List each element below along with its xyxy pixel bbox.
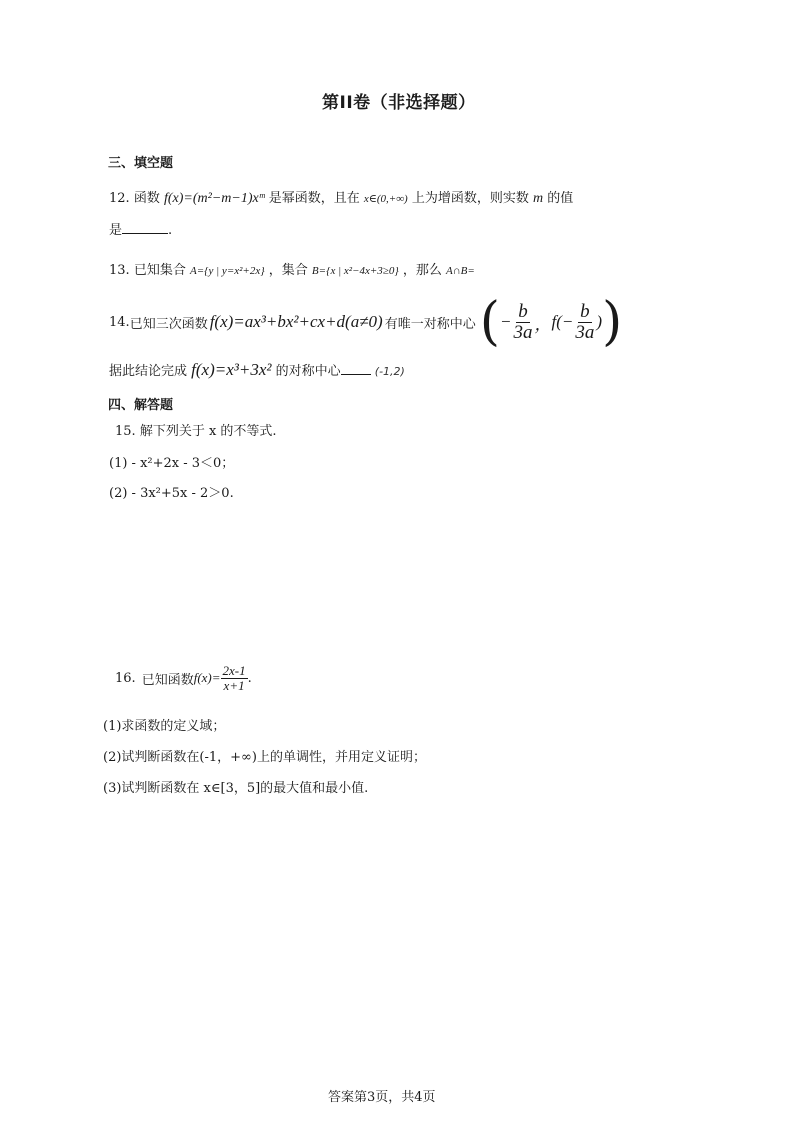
variable: m xyxy=(533,191,544,206)
period: . xyxy=(247,670,252,686)
question-number: 16. xyxy=(115,670,136,686)
section-heading-solve: 四、解答题 xyxy=(108,398,174,413)
fraction-b-over-3a xyxy=(512,302,535,343)
question-text: 据此结论完成 xyxy=(109,364,188,379)
section-heading-fill-in: 三、填空题 xyxy=(108,156,174,171)
page-title: 第II卷（非选择题） xyxy=(322,93,476,113)
question-text: 是 xyxy=(109,223,123,238)
fraction-denominator: x+1 xyxy=(223,677,245,693)
question-15 xyxy=(115,420,277,439)
minus-sign: − xyxy=(500,312,512,331)
question-text: 已知三次函数 xyxy=(129,316,208,332)
question-text: ，集合 xyxy=(268,263,308,278)
close-paren: ) xyxy=(596,312,603,331)
set-b: B={x | x²−4x+3≥0} xyxy=(311,265,399,277)
function-name: f(x)= xyxy=(193,670,221,686)
question-text: 已知函数 xyxy=(141,672,194,688)
formula: f(x)=(m²−m−1)xᵐ xyxy=(163,191,265,206)
fraction-denominator: 3a xyxy=(575,321,595,343)
set-a: A={y | y=x²+2x} xyxy=(189,265,265,277)
page-footer: 答案第3页，共4页 xyxy=(328,1090,436,1105)
formula: f(x)=ax³+bx²+cx+d(a≠0) xyxy=(209,312,383,331)
question-12 xyxy=(109,187,573,207)
right-paren: ) xyxy=(602,292,623,352)
set-intersection: A∩B= xyxy=(446,265,475,277)
question-text: 的对称中心 xyxy=(275,364,341,379)
fraction-denominator: 3a xyxy=(513,321,533,343)
formula: x∈(0,+∞) xyxy=(363,193,408,205)
fraction-numerator: b xyxy=(518,300,528,322)
question-text: 上为增函数，则实数 xyxy=(411,191,529,206)
question-13 xyxy=(109,259,475,278)
left-paren: ( xyxy=(479,292,501,352)
answer-blank[interactable] xyxy=(341,374,371,375)
fraction-b-over-3a xyxy=(573,302,596,343)
question-number: 15. xyxy=(115,424,136,439)
question-number: 13. xyxy=(109,263,130,278)
question-16 xyxy=(115,664,252,692)
question-text: 已知集合 xyxy=(133,263,186,278)
fraction-numerator: b xyxy=(580,300,590,322)
question-12-line2 xyxy=(109,219,172,238)
question-14 xyxy=(109,292,623,352)
formula: f(x)=x³+3x² xyxy=(191,360,272,379)
question-text: 解下列关于 x 的不等式. xyxy=(139,424,277,439)
question-15-part1: (1) - x²+2x - 3＜0； xyxy=(109,456,235,471)
question-15-part2: (2) - 3x²+5x - 2＞0. xyxy=(109,486,234,501)
function-call: f(− xyxy=(551,312,574,331)
question-text: 有唯一对称中心 xyxy=(384,316,476,332)
question-16-part3: (3)试判断函数在 x∈[3，5]的最大值和最小值. xyxy=(103,781,369,796)
question-text: 的值 xyxy=(547,191,574,206)
question-16-part1: (1)求函数的定义域； xyxy=(103,719,226,734)
answer-blank[interactable] xyxy=(122,233,168,234)
question-number: 12. xyxy=(109,191,130,206)
comma: ， xyxy=(534,314,552,334)
period: . xyxy=(168,223,173,238)
question-number: 14. xyxy=(109,314,130,330)
question-text: ，那么 xyxy=(402,263,442,278)
handwritten-answer: (-1,2) xyxy=(374,365,405,378)
question-text: 是幂函数，且在 xyxy=(268,191,360,206)
fraction-numerator: 2x-1 xyxy=(222,663,246,678)
question-14-line2 xyxy=(109,360,405,380)
fraction-function xyxy=(221,664,248,692)
question-text: 函数 xyxy=(133,191,160,206)
question-16-part2: (2)试判断函数在(-1，+∞)上的单调性，并用定义证明； xyxy=(103,750,426,765)
